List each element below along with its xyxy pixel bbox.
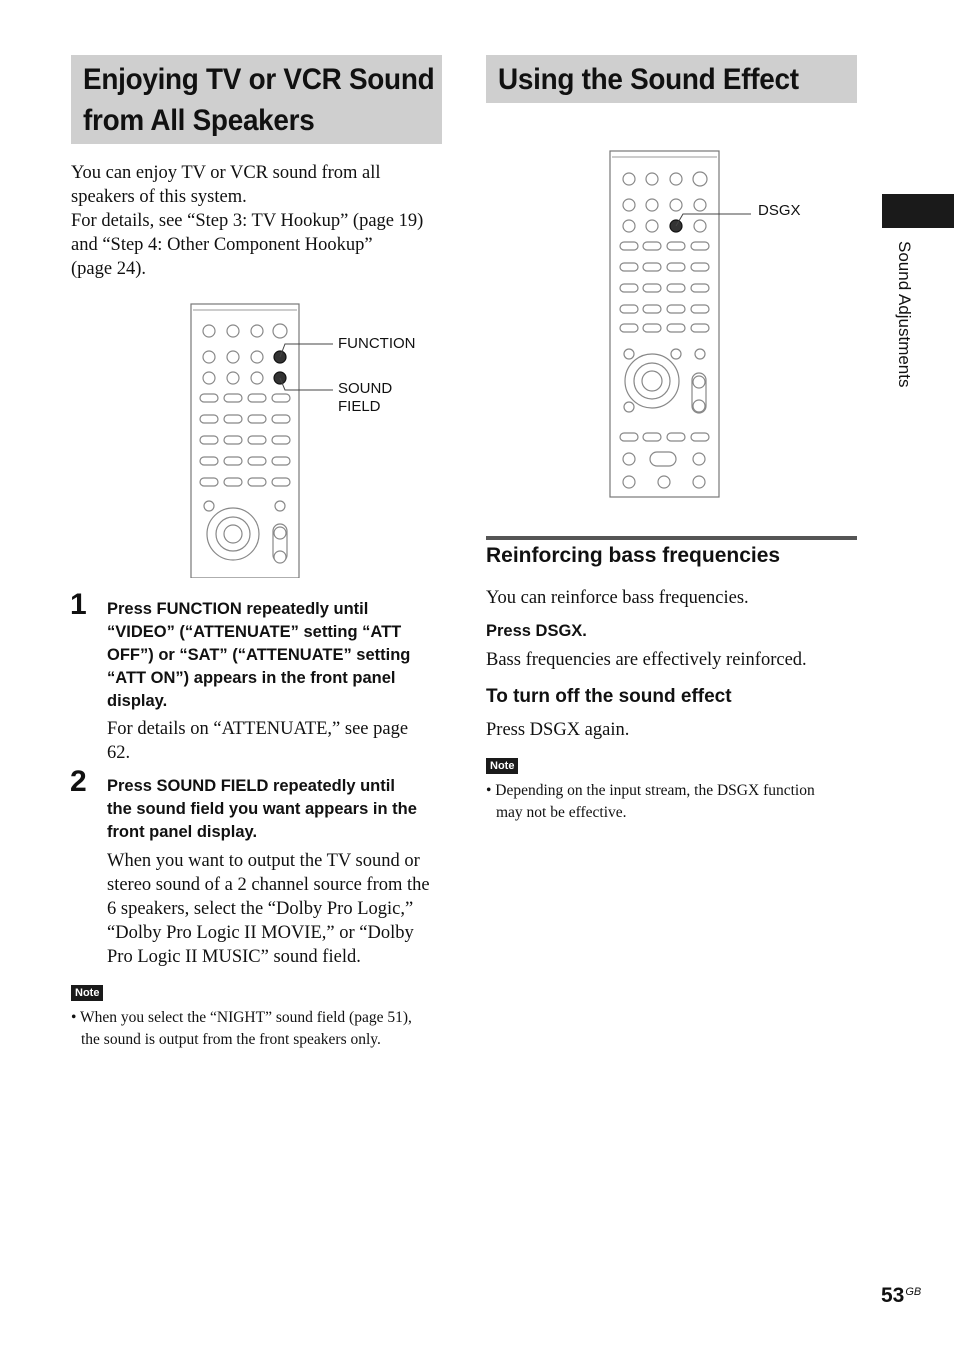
- left-note-line: • When you select the “NIGHT” sound field (page 51),: [71, 1009, 412, 1026]
- step-1-body-line: 62.: [107, 743, 131, 763]
- step-2-heading: [107, 775, 452, 844]
- step-2-heading-line: front panel display.: [107, 823, 258, 841]
- step-number-2: 2: [70, 765, 87, 798]
- left-note-badge: Note: [71, 985, 103, 1001]
- step-1-heading-line: display.: [107, 692, 168, 710]
- intro-line: and “Step 4: Other Component Hookup”: [71, 235, 373, 255]
- step-2-heading-line: the sound field you want appears in the: [107, 800, 417, 818]
- step-2-body-line: stereo sound of a 2 channel source from the: [107, 875, 430, 895]
- reinforcing-heading: Reinforcing bass frequencies: [486, 544, 781, 567]
- right-note-badge: Note: [486, 758, 518, 774]
- right-note-text: [486, 780, 861, 824]
- step-1-body-line: For details on “ATTENUATE,” see page: [107, 719, 409, 739]
- step-number-1: 1: [70, 588, 87, 621]
- step-1-heading-line: “VIDEO” (“ATTENUATE” setting “ATT: [107, 623, 402, 641]
- step-1-heading-line: Press FUNCTION repeatedly until: [107, 600, 369, 618]
- intro-paragraph: [71, 161, 451, 281]
- turn-off-heading: To turn off the sound effect: [486, 686, 732, 707]
- step-2-body-line: When you want to output the TV sound or: [107, 851, 420, 871]
- step-2-heading-line: Press SOUND FIELD repeatedly until: [107, 777, 395, 795]
- callout-sound-field-line: FIELD: [338, 398, 381, 415]
- turn-off-body: Press DSGX again.: [486, 720, 630, 740]
- side-tab: [882, 194, 954, 228]
- side-tab-label: Sound Adjustments: [895, 241, 914, 388]
- step-1-body: [107, 717, 447, 765]
- callout-sound-field-line: SOUND: [338, 380, 393, 397]
- step-2-body-line: Pro Logic II MUSIC” sound field.: [107, 947, 361, 967]
- left-note-line: the sound is output from the front speakers only.: [81, 1031, 381, 1048]
- callout-function: FUNCTION: [338, 335, 416, 352]
- step-2-body-line: 6 speakers, select the “Dolby Pro Logic,”: [107, 899, 414, 919]
- left-title-line-1: Enjoying TV or VCR Sound: [83, 63, 435, 96]
- right-note-line: • Depending on the input stream, the DSGX function: [486, 782, 815, 799]
- step-1-heading: [107, 598, 447, 713]
- intro-line: speakers of this system.: [71, 187, 247, 207]
- right-title-box: [486, 55, 857, 103]
- press-dsgx: Press DSGX.: [486, 622, 587, 640]
- callout-sound-field: [338, 380, 392, 416]
- reinforcing-intro: You can reinforce bass frequencies.: [486, 588, 749, 608]
- page-number-value: 53: [881, 1284, 905, 1307]
- remote-illustration-right: [605, 148, 805, 500]
- page-number: [881, 1284, 921, 1308]
- reinforcing-result: Bass frequencies are effectively reinforced.: [486, 650, 807, 670]
- step-2-body-line: “Dolby Pro Logic II MOVIE,” or “Dolby: [107, 923, 414, 943]
- step-2-body: [107, 849, 452, 969]
- right-note-line: may not be effective.: [496, 804, 627, 821]
- left-title-line-2: from All Speakers: [83, 104, 315, 137]
- callout-dsgx: DSGX: [758, 202, 801, 219]
- step-1-heading-line: OFF”) or “SAT” (“ATTENUATE” setting: [107, 646, 411, 664]
- intro-line: You can enjoy TV or VCR sound from all: [71, 163, 381, 183]
- intro-line: (page 24).: [71, 259, 146, 279]
- intro-line: For details, see “Step 3: TV Hookup” (page 19): [71, 211, 424, 231]
- section-rule: [486, 536, 857, 540]
- left-title-box: [71, 55, 442, 144]
- step-1-heading-line: “ATT ON”) appears in the front panel: [107, 669, 396, 687]
- page-number-suffix: GB: [905, 1286, 922, 1298]
- right-title: Using the Sound Effect: [498, 63, 799, 96]
- left-note-text: [71, 1007, 446, 1051]
